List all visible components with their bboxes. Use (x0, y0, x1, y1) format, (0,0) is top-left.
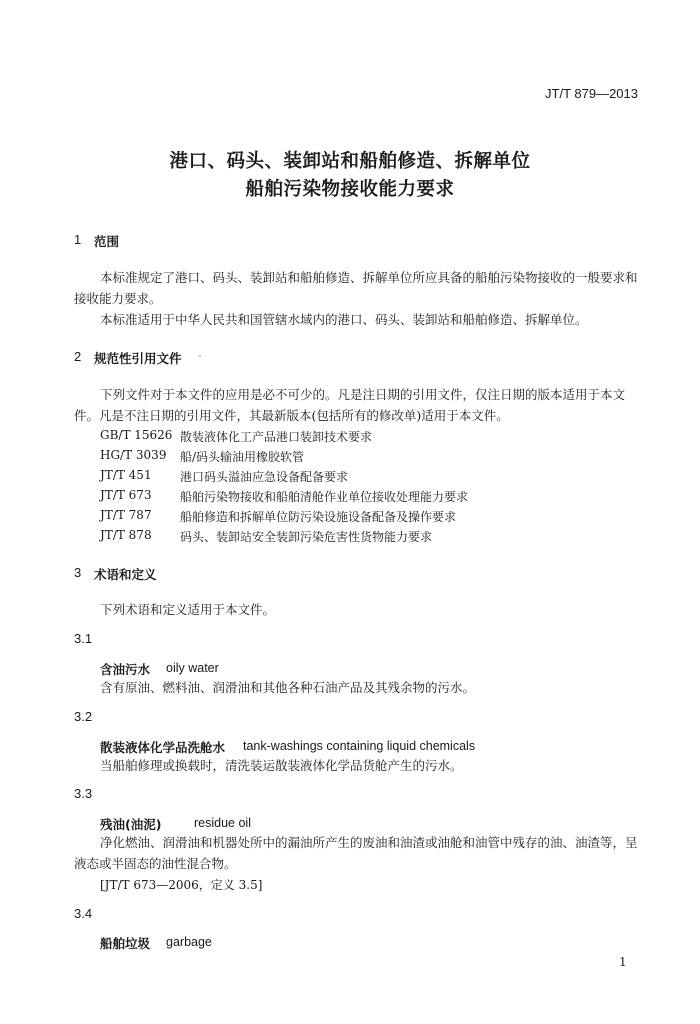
term-source: [JT/T 673—2006，定义 3.5] (100, 878, 263, 892)
ref-code: HG/T 3039 (100, 448, 167, 462)
ref-title: 港口码头溢油应急设备配备要求 (180, 470, 349, 484)
title-line-1: 港口、码头、装卸站和船舶修造、拆解单位 (169, 151, 531, 172)
section-3-number: 3 (74, 565, 82, 580)
ref-title: 船舶修造和拆解单位防污染设施设备配备及操作要求 (180, 510, 457, 524)
term-definition: 含有原油、燃料油、润滑油和其他各种石油产品及其残余物的污水。 (100, 680, 476, 695)
ref-code: JT/T 673 (100, 488, 152, 502)
title-line-2: 船舶污染物接收能力要求 (245, 179, 455, 200)
page-number: 1 (619, 955, 627, 969)
scope-paragraph-1: 本标准规定了港口、码头、装卸站和船舶修造、拆解单位所应具备的船舶污染物接收的一般要求和接收能力要求。 (74, 270, 638, 306)
ref-code: JT/T 451 (100, 468, 152, 482)
section-1-heading: 范围 (94, 234, 120, 249)
term-english: residue oil (194, 816, 251, 830)
section-3-heading: 术语和定义 (94, 567, 157, 582)
term-chinese: 散装液体化学品洗舱水 (100, 740, 226, 755)
ref-title: 船/码头输油用橡胶软管 (180, 450, 305, 464)
term-chinese: 船舶垃圾 (100, 936, 151, 951)
term-definition: 净化燃油、润滑油和机器处所中的漏油所产生的废油和油渣或油舱和油管中残存的油、油渣等，呈液态或半固态的油性混合物。 (74, 835, 638, 871)
term-number: 3.2 (74, 709, 93, 724)
section-2-number: 2 (74, 349, 82, 364)
section-2-heading: 规范性引用文件 (94, 351, 182, 366)
standard-number: JT/T 879—2013 (545, 86, 638, 101)
term-number: 3.4 (74, 906, 93, 921)
term-chinese: 含油污水 (100, 662, 151, 677)
section-2-stray-mark: - (198, 351, 202, 362)
ref-title: 散装液体化工产品港口装卸技术要求 (180, 430, 373, 444)
scope-paragraph-2: 本标准适用于中华人民共和国管辖水域内的港口、码头、装卸站和船舶修造、拆解单位。 (100, 312, 588, 327)
section-1-number: 1 (74, 232, 82, 247)
ref-code: JT/T 787 (100, 508, 152, 522)
ref-title: 船舶污染物接收和船舶清舱作业单位接收处理能力要求 (180, 490, 469, 504)
term-definition: 当船舶修理或换载时，清洗装运散装液体化学品货舱产生的污水。 (100, 758, 463, 773)
normative-intro: 下列文件对于本文件的应用是必不可少的。凡是注日期的引用文件，仅注日期的版本适用于本文件。凡是不注日期的引用文件，其最新版本(包括所有的修改单)适用于本文件。 (74, 387, 626, 423)
ref-code: GB/T 15626 (100, 428, 173, 442)
term-chinese: 残油(油泥) (100, 817, 162, 832)
ref-code: JT/T 878 (100, 528, 152, 542)
term-english: tank-washings containing liquid chemicals (243, 739, 476, 753)
term-english: oily water (166, 661, 219, 675)
terms-intro: 下列术语和定义适用于本文件。 (100, 602, 276, 617)
term-number: 3.3 (74, 786, 93, 801)
term-english: garbage (166, 935, 212, 949)
term-number: 3.1 (74, 631, 93, 646)
ref-title: 码头、装卸站安全装卸污染危害性货物能力要求 (180, 530, 433, 544)
